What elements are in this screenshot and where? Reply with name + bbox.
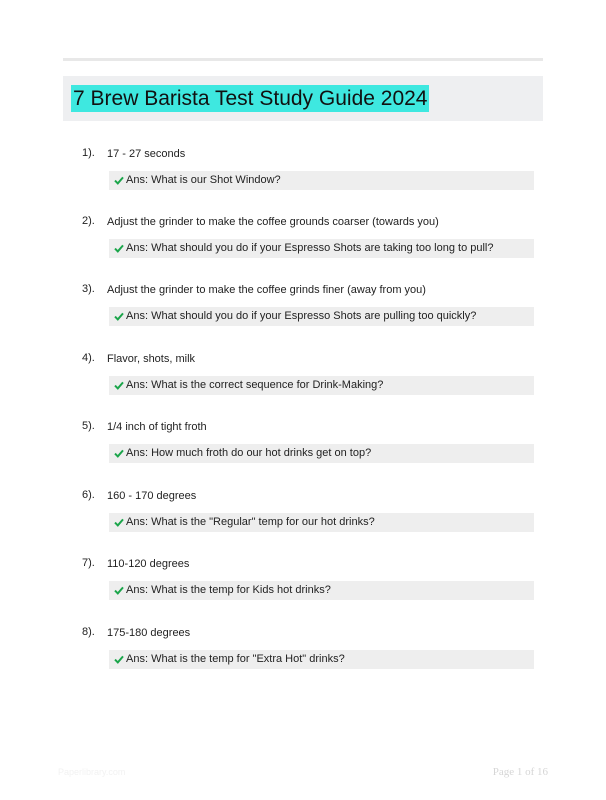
check-icon [114, 655, 124, 664]
answer-box [109, 307, 534, 326]
item-term: 17 - 27 seconds [107, 148, 186, 160]
item-number: 6). [82, 489, 95, 501]
check-icon [114, 312, 124, 321]
qa-item [0, 350, 606, 410]
check-icon [114, 586, 124, 595]
item-term: Flavor, shots, milk [107, 353, 196, 365]
qa-item [0, 624, 606, 684]
qa-item [0, 487, 606, 547]
item-term: 160 - 170 degrees [107, 490, 197, 502]
page-title: 7 Brew Barista Test Study Guide 2024 [73, 87, 428, 110]
item-number: 3). [82, 283, 95, 295]
answer-text: Ans: What should you do if your Espresso Shots are pulling too quickly? [126, 310, 477, 322]
item-number: 2). [82, 215, 95, 227]
answer-box [109, 444, 534, 463]
item-term: Adjust the grinder to make the coffee grinds finer (away from you) [107, 284, 426, 296]
item-term: 110-120 degrees [107, 558, 190, 570]
answer-text: Ans: What is our Shot Window? [126, 174, 281, 186]
answer-text: Ans: What is the "Regular" temp for our hot drinks? [126, 516, 375, 528]
item-number: 4). [82, 352, 95, 364]
answer-text: Ans: What is the temp for Kids hot drinks? [126, 584, 331, 596]
item-term: 175-180 degrees [107, 627, 191, 639]
qa-item [0, 281, 606, 341]
qa-item [0, 145, 606, 205]
qa-item [0, 418, 606, 478]
watermark: Paperlibrary.com [58, 767, 126, 777]
answer-box [109, 513, 534, 532]
answer-box [109, 376, 534, 395]
item-term: Adjust the grinder to make the coffee grounds coarser (towards you) [107, 216, 439, 228]
answer-text: Ans: What is the temp for "Extra Hot" drinks? [126, 653, 345, 665]
check-icon [114, 381, 124, 390]
answer-text: Ans: What should you do if your Espresso Shots are taking too long to pull? [126, 242, 494, 254]
answer-box [109, 650, 534, 669]
item-number: 5). [82, 420, 95, 432]
answer-text: Ans: What is the correct sequence for Drink-Making? [126, 379, 384, 391]
answer-box [109, 239, 534, 258]
item-number: 7). [82, 557, 95, 569]
item-number: 8). [82, 626, 95, 638]
qa-item [0, 555, 606, 615]
item-number: 1). [82, 147, 95, 159]
check-icon [114, 449, 124, 458]
answer-box [109, 171, 534, 190]
item-term: 1/4 inch of tight froth [107, 421, 207, 433]
page-number: Page 1 of 16 [492, 766, 548, 778]
qa-item [0, 213, 606, 273]
answer-text: Ans: How much froth do our hot drinks get on top? [126, 447, 372, 459]
check-icon [114, 518, 124, 527]
answer-box [109, 581, 534, 600]
check-icon [114, 176, 124, 185]
check-icon [114, 244, 124, 253]
